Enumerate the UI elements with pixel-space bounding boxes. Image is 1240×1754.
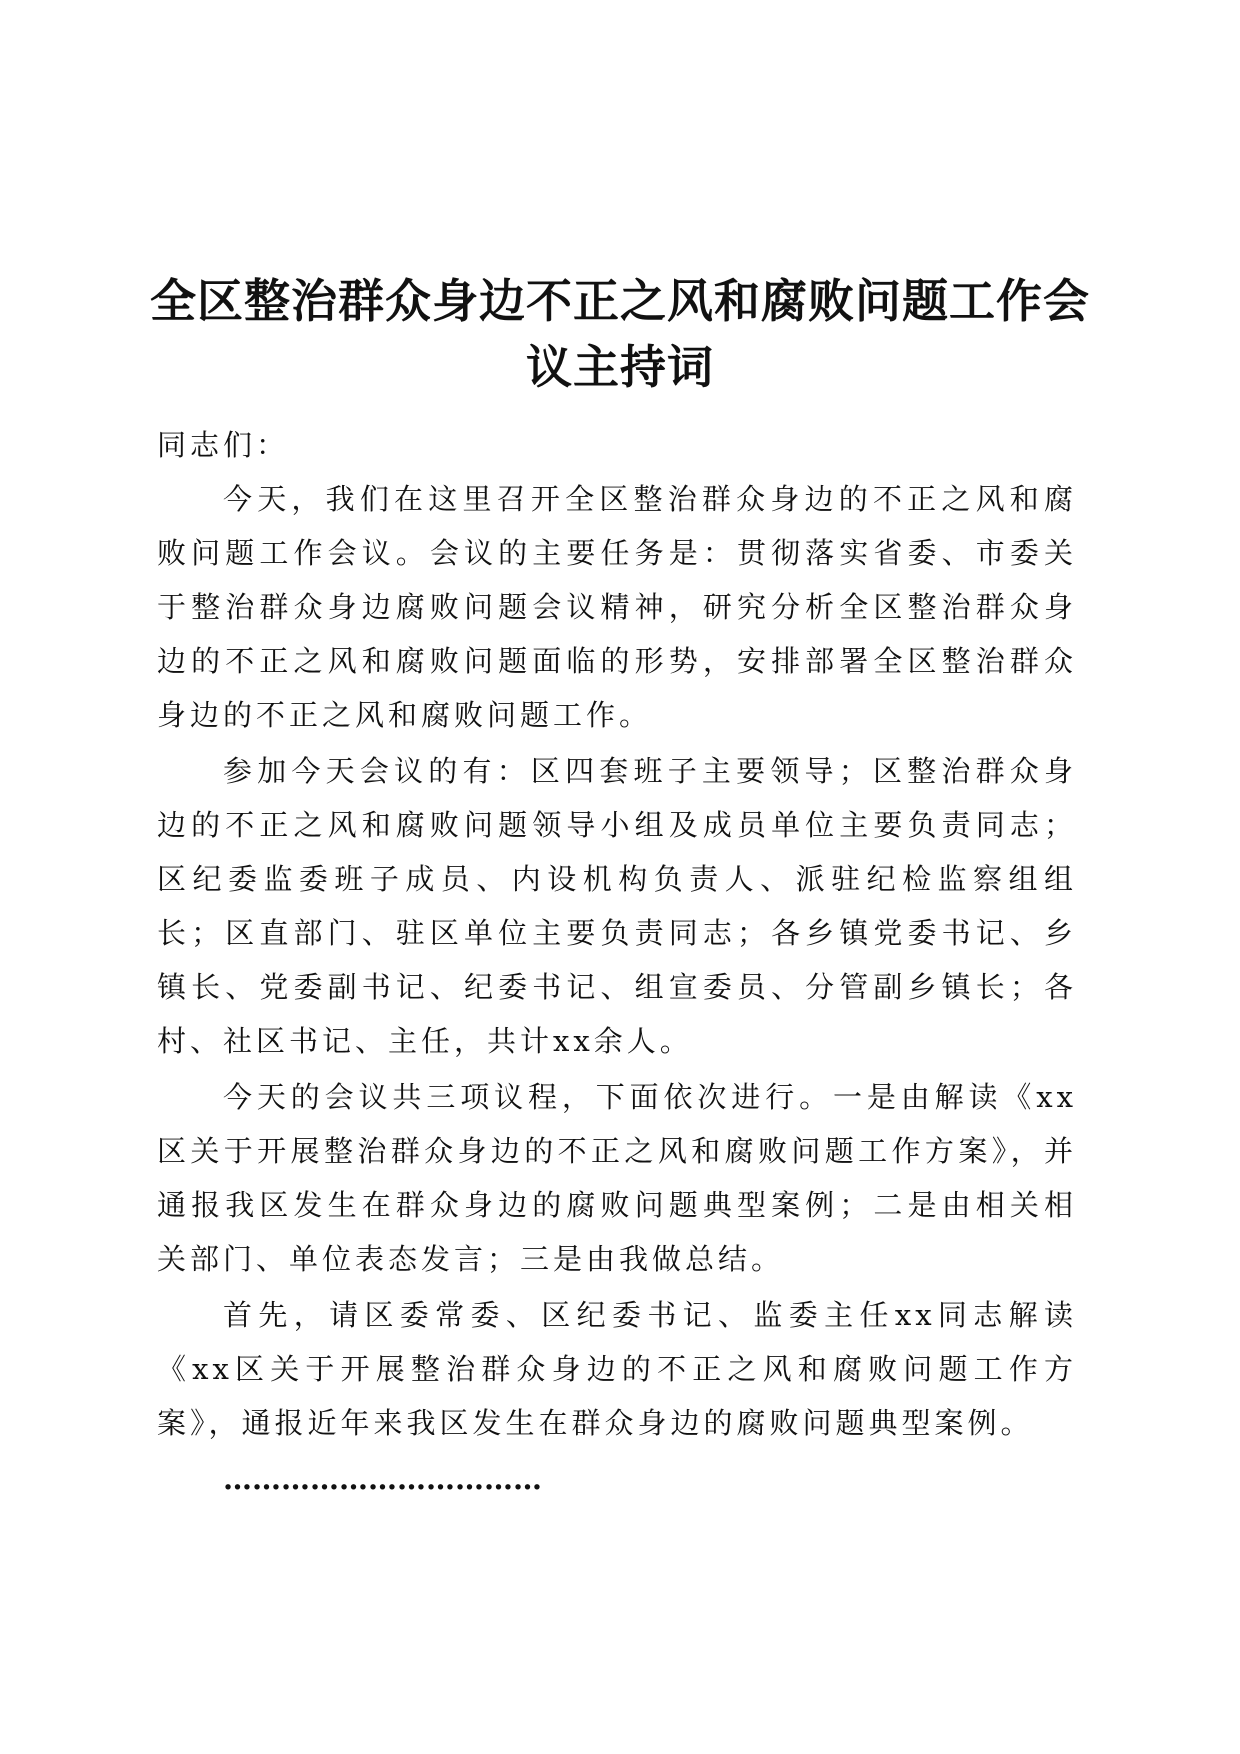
ellipsis: …………………………… bbox=[223, 1462, 542, 1496]
document-body bbox=[157, 418, 1077, 1506]
paragraph-first-item: 首先，请区委常委、区纪委书记、监委主任xx同志解读《xx区关于开展整治群众身边的不正之风和腐败问题工作方案》，通报近年来我区发生在群众身边的腐败问题典型案例。 bbox=[157, 1298, 1077, 1440]
paragraph-agenda: 今天的会议共三项议程，下面依次进行。一是由解读《xx区关于开展整治群众身边的不正之风和腐败问题工作方案》，并通报我区发生在群众身边的腐败问题典型案例；二是由相关相关部门、单位表态发言；三是由我做总结。 bbox=[157, 1080, 1077, 1276]
paragraph-opening: 今天，我们在这里召开全区整治群众身边的不正之风和腐败问题工作会议。会议的主要任务是：贯彻落实省委、市委关于整治群众身边腐败问题会议精神，研究分析全区整治群众身边的不正之风和腐败问题面临的形势，安排部署全区整治群众身边的不正之风和腐败问题工作。 bbox=[157, 482, 1077, 732]
salutation: 同志们： bbox=[157, 428, 290, 462]
document-title: 全区整治群众身边不正之风和腐败问题工作会议主持词 bbox=[150, 274, 1090, 394]
paragraph-attendees: 参加今天会议的有：区四套班子主要领导；区整治群众身边的不正之风和腐败问题领导小组及成员单位主要负责同志；区纪委监委班子成员、内设机构负责人、派驻纪检监察组组长；区直部门、驻区单位主要负责同志；各乡镇党委书记、乡镇长、党委副书记、纪委书记、组宣委员、分管副乡镇长；各村、社区书记、主任，共计xx余人。 bbox=[157, 754, 1077, 1058]
